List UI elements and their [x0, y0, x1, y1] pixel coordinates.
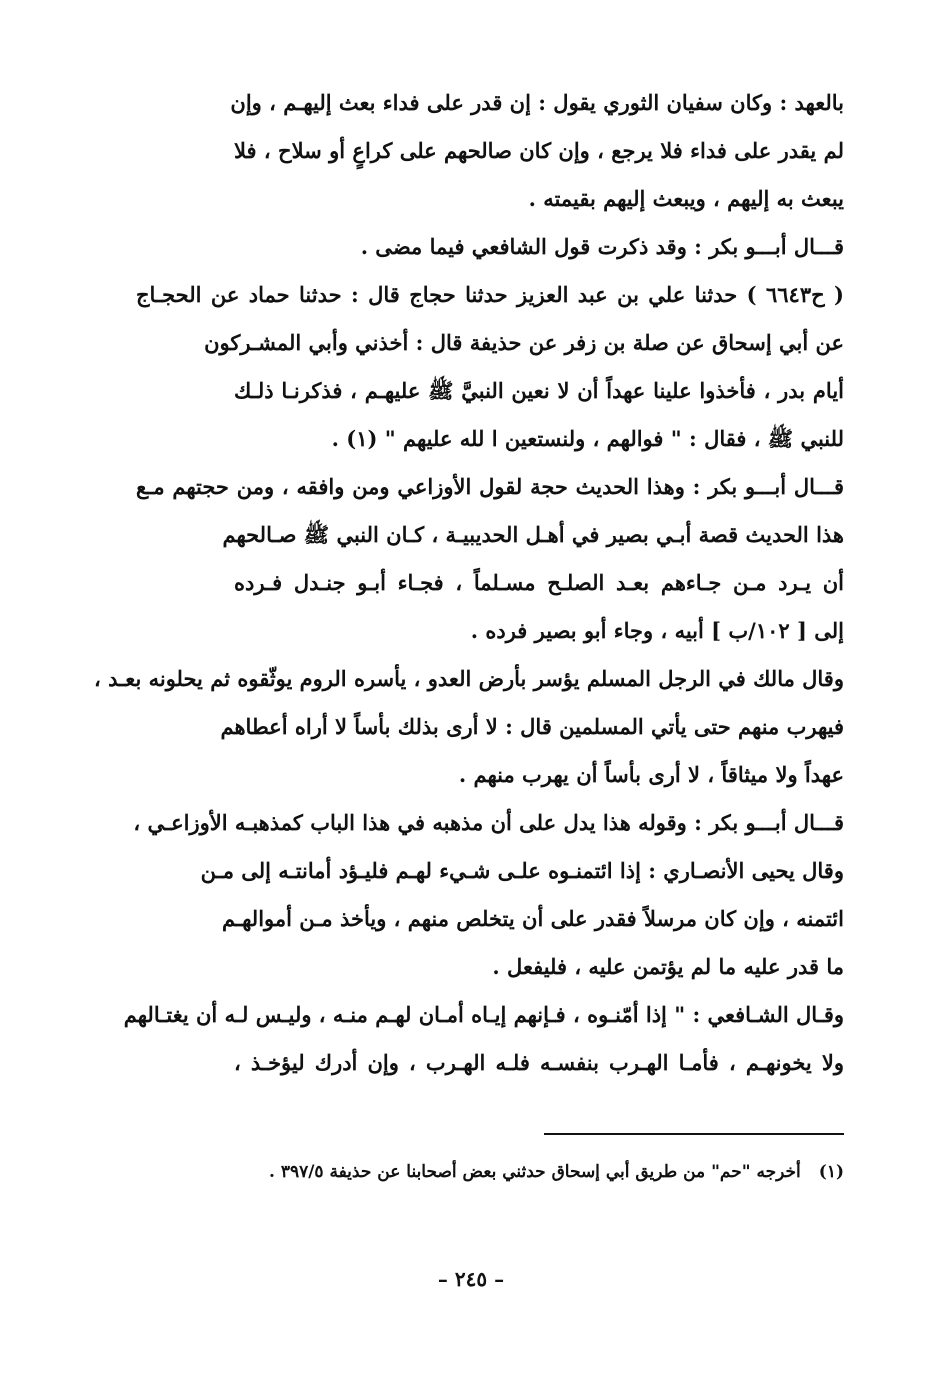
text-line: أيام بدر ، فأخذوا علينا عهداً أن لا نعين النبيَّ ﷺ عليهـم ، فذكرنـا ذلـك	[234, 378, 844, 403]
text-line: ( ح٦٦٤٣ ) حدثنا علي بن عبد العزيز حدثنا حجاج قال : حدثنا حماد عن الحجـاج	[136, 282, 844, 307]
text-line: ما قدر عليه ما لم يؤتمن عليه ، فليفعل .	[492, 954, 844, 979]
text-line: قـــال أبـــو بكر : وقوله هذا يدل على أن مذهبه في هذا الباب كمذهبـه الأوزاعـي ،	[133, 810, 844, 835]
footnote-number: (١)	[818, 1162, 844, 1182]
text-line: يبعث به إليهم ، ويبعث إليهم بقيمته .	[528, 186, 844, 211]
footnote	[269, 1158, 844, 1186]
text-line: فيهرب منهم حتى يأتي المسلمين قال : لا أرى بذلك بأساً لا أراه أعطاهم	[220, 714, 844, 739]
text-line: وقال يحيى الأنصـاري : إذا ائتمنـوه علـى شـيء لهـم فليـؤد أمانتـه إلى مـن	[200, 858, 844, 883]
text-line: وقال مالك في الرجل المسلم يؤسر بأرض العدو ، يأسره الروم يوثّقوه ثم يحلونه بعـد ،	[94, 666, 844, 691]
text-line: لم يقدر على فداء فلا يرجع ، وإن كان صالحهم على كراعٍ أو سلاح ، فلا	[234, 138, 844, 163]
text-line: عهداً ولا ميثاقاً ، لا أرى بأساً أن يهرب منهم .	[458, 762, 844, 787]
text-line: قـــال أبـــو بكر : وهذا الحديث حجة لقول الأوزاعي ومن وافقه ، ومن حجتهم مـع	[136, 474, 844, 499]
text-line: ائتمنه ، وإن كان مرسلاً فقدر على أن يتخلص منهم ، ويأخذ مـن أموالهـم	[221, 906, 844, 931]
text-line: للنبي ﷺ ، فقال : " فوالهم ، ولنستعين ا لله عليهم " (١) .	[331, 426, 844, 451]
text-line: إلى [ ١٠٢/ب ] أبيه ، وجاء أبو بصير فرده .	[470, 618, 844, 643]
text-line: قـــال أبـــو بكر : وقد ذكرت قول الشافعي فيما مضى .	[360, 234, 844, 259]
text-line: ولا يخونهـم ، فأمـا الهـرب بنفسـه فلـه الهـرب ، وإن أدرك ليؤخـذ ،	[234, 1050, 844, 1075]
text-line: وقـال الشـافعي : " إذا أمّنـوه ، فـإنهم إيـاه أمـان لهـم منـه ، وليـس لـه أن يغتـالهم	[123, 1002, 844, 1027]
text-line: عن أبي إسحاق عن صلة بن زفر عن حذيفة قال : أخذني وأبي المشـركون	[204, 330, 844, 355]
text-line: أن يـرد مـن جـاءهم بعـد الصلـح مسـلماً ، فجـاء أبـو جنـدل فـرده	[234, 570, 844, 595]
footnote-text: أخرجه "حم" من طريق أبي إسحاق حدثني بعض أصحابنا عن حذيفة ٣٩٧/٥ .	[268, 1162, 801, 1182]
text-line: هذا الحديث قصة أبـي بصير في أهـل الحديبيـة ، كـان النبي ﷺ صـالحهم	[222, 522, 844, 547]
text-line: بالعهد : وكان سفيان الثوري يقول : إن قدر على فداء بعث إليهـم ، وإن	[230, 90, 844, 115]
page-number: – ٢٤٥ –	[437, 1267, 505, 1291]
footnote-separator	[544, 1133, 844, 1135]
